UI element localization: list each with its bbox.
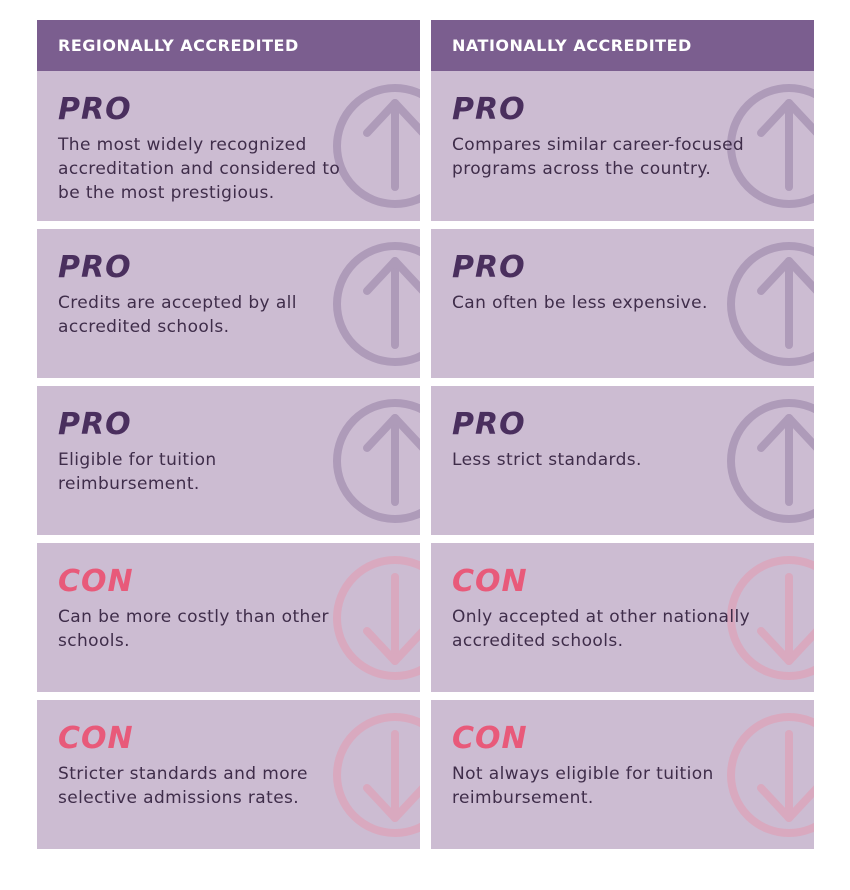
pro-label: PRO — [58, 92, 132, 127]
con-label: CON — [58, 564, 134, 599]
column-nationally-accredited — [431, 20, 814, 849]
pro-label: PRO — [452, 407, 526, 442]
pro-label: PRO — [452, 92, 526, 127]
card-text: Can often be less expensive. — [452, 293, 708, 313]
card-text: Compares similar career-focused programs across the country. — [452, 135, 745, 179]
card-text: Can be more costly than other schools. — [58, 607, 329, 651]
pro-card — [431, 71, 814, 221]
card-text: Eligible for tuition reimbursement. — [58, 450, 217, 494]
con-card — [37, 700, 420, 849]
card-text: Stricter standards and more selective admissions rates. — [58, 764, 308, 808]
card-text: Less strict standards. — [452, 450, 642, 470]
card-text: Not always eligible for tuition reimbursement. — [452, 764, 714, 808]
column-header: NATIONALLY ACCREDITED — [431, 20, 814, 71]
card-text: Credits are accepted by all accredited schools. — [58, 293, 297, 337]
column-regionally-accredited — [37, 20, 420, 849]
con-label: CON — [452, 721, 528, 756]
pro-card — [431, 229, 814, 378]
pro-card — [37, 386, 420, 535]
card-text: The most widely recognized accreditation and considered to be the most prestigious. — [58, 135, 341, 203]
column-header: REGIONALLY ACCREDITED — [37, 20, 420, 71]
con-card — [37, 543, 420, 692]
pro-card — [431, 386, 814, 535]
card-text: Only accepted at other nationally accredited schools. — [452, 607, 751, 651]
con-label: CON — [452, 564, 528, 599]
pro-label: PRO — [58, 407, 132, 442]
con-card — [431, 543, 814, 692]
pro-label: PRO — [452, 250, 526, 285]
con-label: CON — [58, 721, 134, 756]
con-card — [431, 700, 814, 849]
pro-card — [37, 229, 420, 378]
pro-card — [37, 71, 420, 221]
pro-label: PRO — [58, 250, 132, 285]
